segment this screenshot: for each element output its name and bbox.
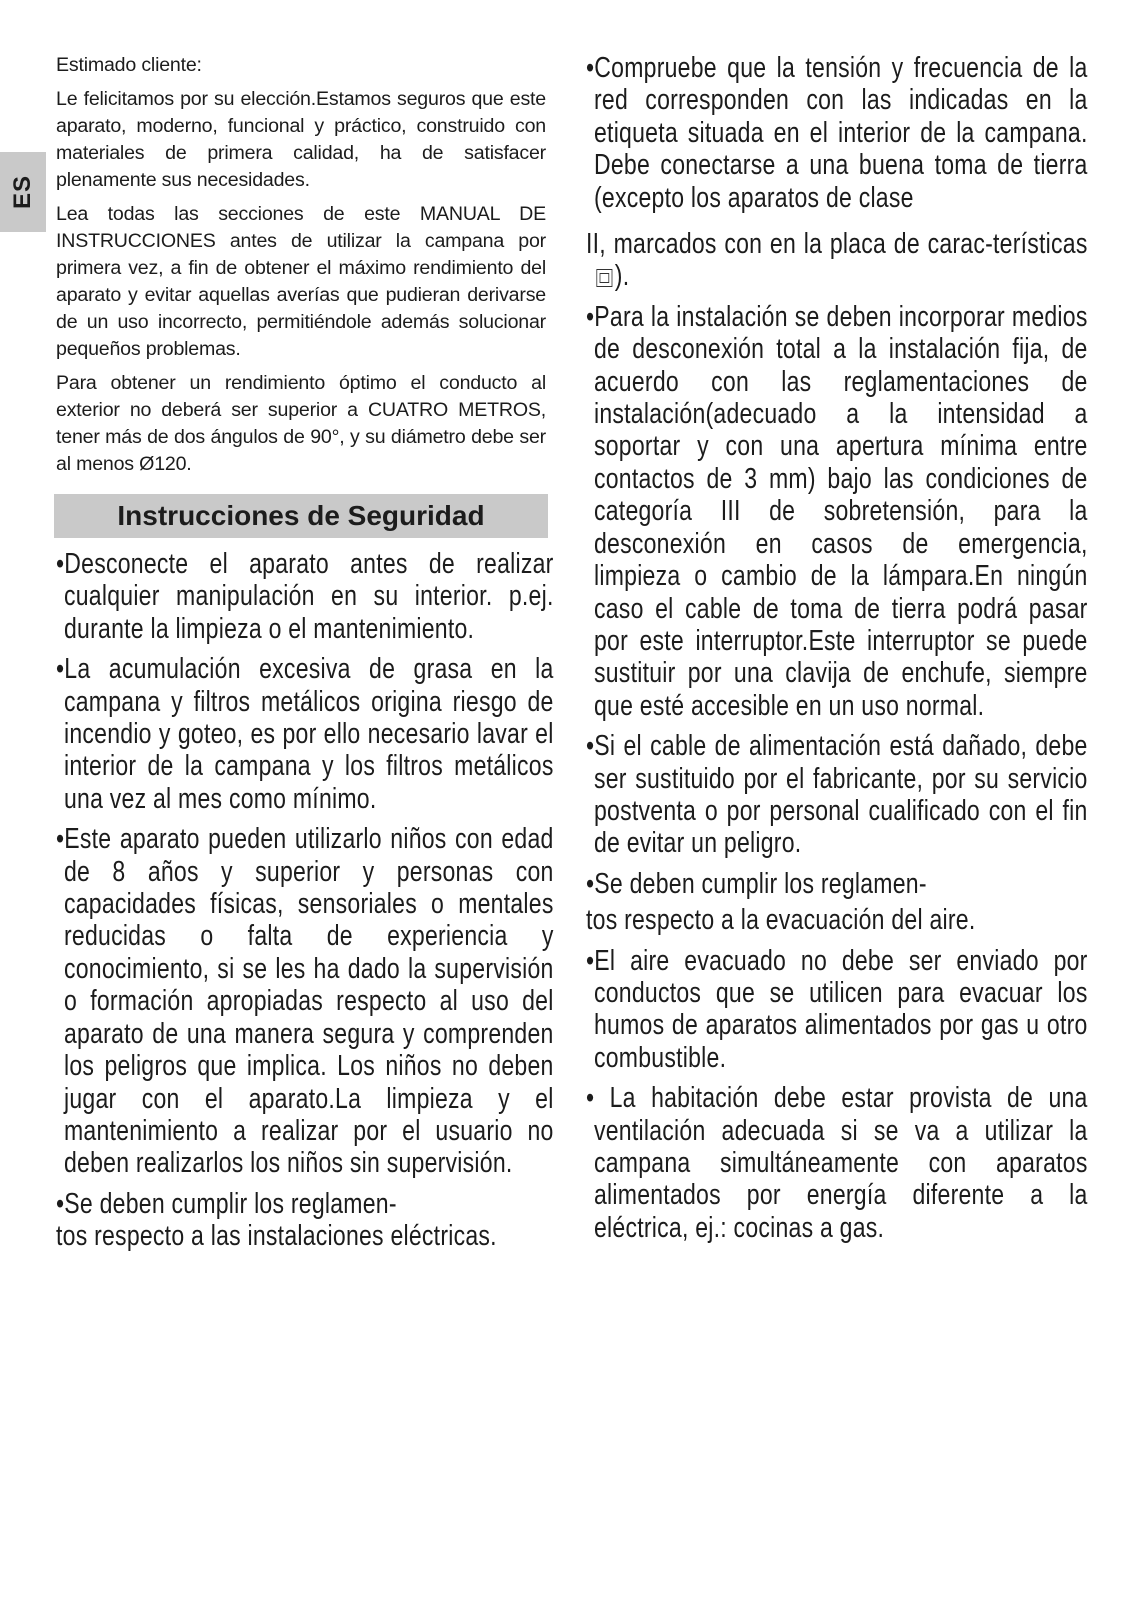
safety-left-bullet-2: •La acumulación excesiva de grasa en la campana y filtros metálicos origina riesgo de incendio y goteo, es por ello necesario lavar el interior de la campana y los filtros metálicos una vez al mes como mínimo. <box>56 653 554 815</box>
safety-right-bullet-5: •El aire evacuado no debe ser enviado por conductos que se utilicen para evacuar los humos de aparatos alimentados por gas u otro combustible. <box>586 944 1088 1074</box>
class-ii-text: II, marcados con en la placa de carac-terísticas <box>586 228 1088 261</box>
left-column <box>56 52 554 1261</box>
safety-heading: Instrucciones de Seguridad <box>117 500 485 531</box>
class-ii-double-square-icon <box>596 269 612 287</box>
safety-right-bullet-6: • La habitación debe estar provista de una ventilación adecuada si se va a utilizar la campana simultáneamente con aparatos alimentados por energía diferente a la eléctrica, ej.: cocinas a gas. <box>586 1082 1088 1244</box>
intro-paragraph-2: Lea todas las secciones de este MANUAL DE INSTRUCCIONES antes de utilizar la campana por primera vez, a fin de obtener el máximo rendimiento del aparato y evitar aquellas averías que pudieran derivarse de un uso incorrecto, permitiéndole además solucionar pequeños problemas. <box>56 203 546 360</box>
safety-left-bullet-4-line-1: •Se deben cumplir los reglamen- <box>56 1187 397 1220</box>
safety-right-bullet-3: •Si el cable de alimentación está dañado, debe ser sustituido por el fabricante, por su servicio postventa o por personal cualificado con el fin de evitar un peligro. <box>586 730 1088 860</box>
language-tab-label: ES <box>8 174 36 210</box>
safety-right-bullet-1-continued <box>586 228 1088 293</box>
safety-left-bullet-3: •Este aparato pueden utilizarlo niños con edad de 8 años y superior y personas con capacidades físicas, sensoriales o mentales reducidas o falta de experiencia y conocimiento, si se les ha dado la supervisión o formación apropiadas respecto al uso del aparato de una manera segura y comprenden los peligros que implica. Los niños no deben jugar con el aparato.La limpieza y el mantenimiento a realizar por el usuario no deben realizarlos los niños sin supervisión. <box>56 823 554 1180</box>
right-column <box>586 52 1088 1252</box>
safety-right-bullet-4-line-1: •Se deben cumplir los reglamen- <box>586 867 927 900</box>
intro-paragraph-1: Le felicitamos por su elección.Estamos seguros que este aparato, moderno, funcional y práctico, construido con materiales de primera calidad, ha de satisfacer plenamente sus necesidades. <box>56 88 546 191</box>
intro-paragraph-3: Para obtener un rendimiento óptimo el conducto al exterior no deberá ser superior a CUATRO METROS, tener más de dos ángulos de 90°, y su diámetro debe ser al menos Ø120. <box>56 372 546 475</box>
language-tab <box>0 152 46 232</box>
safety-right-bullet-1: •Compruebe que la tensión y frecuencia de la red corresponden con las indicadas en la etiqueta situada en el interior de la campana. Debe conectarse a una buena toma de tierra (excepto los aparatos de clase <box>586 52 1088 214</box>
safety-right-bullet-2: •Para la instalación se deben incorporar medios de desconexión total a la instalación fija, de acuerdo con las reglamentaciones de instalación(adecuado a la intensidad a soportar y con una apertura mínima entre contactos de 3 mm) bajo las condiciones de categoría III de sobretensión, para la desconexión en casos de emergencia, limpieza o cambio de la lámpara.En ningún caso el cable de toma de tierra podrá pasar por este interruptor.Este interruptor se puede sustituir por una clavija de enchufe, siempre que esté accesible en un uso normal. <box>586 300 1088 722</box>
safety-left-bullet-1: •Desconecte el aparato antes de realizar cualquier manipulación en su interior. p.ej. durante la limpieza o el mantenimiento. <box>56 548 554 645</box>
safety-left-bullet-4-line-2: tos respecto a las instalaciones eléctricas. <box>56 1220 497 1253</box>
intro-greeting: Estimado cliente: <box>56 54 202 76</box>
safety-heading-bar <box>54 494 548 538</box>
class-ii-text-end: ). <box>614 260 630 293</box>
safety-right-bullet-4-line-2: tos respecto a la evacuación del aire. <box>586 904 976 937</box>
